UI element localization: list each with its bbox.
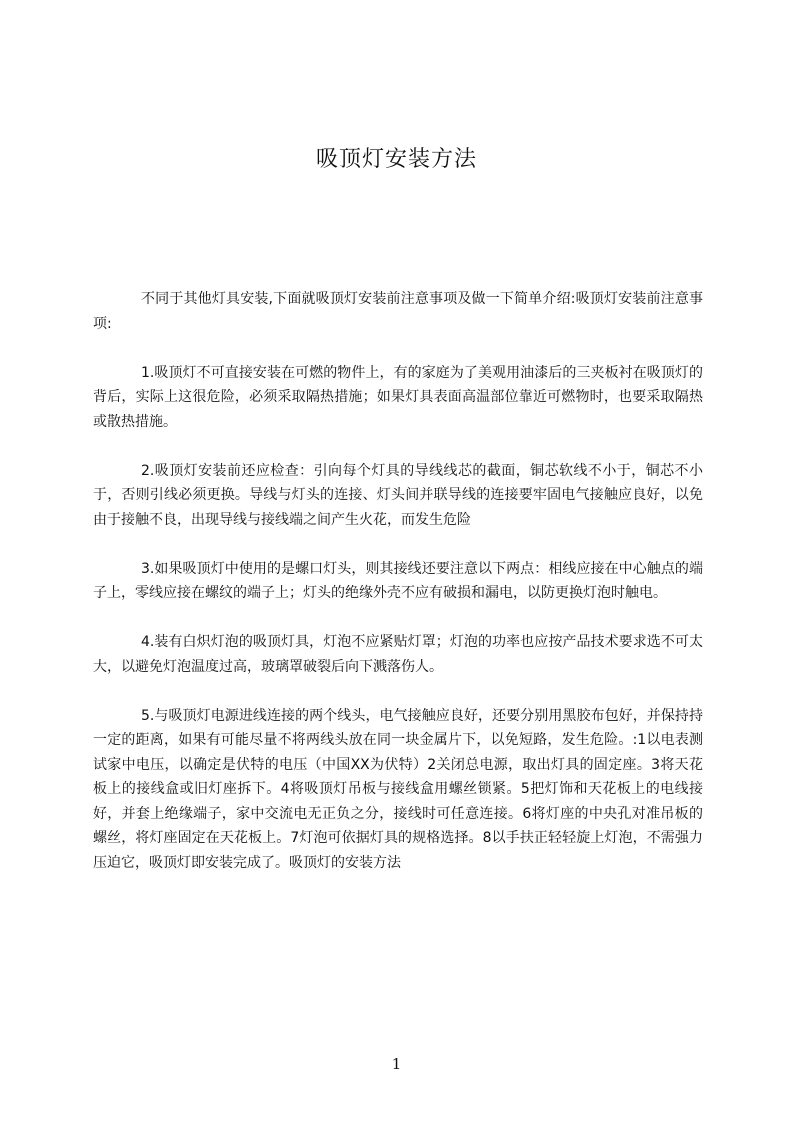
paragraph-intro: 不同于其他灯具安装,下面就吸顶灯安装前注意事项及做一下简单介绍:吸顶灯安装前注意事项: bbox=[93, 291, 703, 332]
document-title: 吸顶灯安装方法 bbox=[315, 147, 477, 172]
paragraph-item-1: 1.吸顶灯不可直接安装在可燃的物件上，有的家庭为了美观用油漆后的三夹板衬在吸顶灯的背后，实际上这很危险，必须采取隔热措施；如果灯具表面高温部位靠近可燃物时，也要采取隔热或散热措施。 bbox=[93, 364, 703, 430]
paragraph-item-3: 3.如果吸顶灯中使用的是螺口灯头，则其接线还要注意以下两点：相线应接在中心触点的端子上，零线应接在螺纹的端子上；灯头的绝缘外壳不应有破损和漏电，以防更换灯泡时触电。 bbox=[93, 560, 703, 601]
paragraph-item-4: 4.装有白炽灯泡的吸顶灯具，灯泡不应紧贴灯罩；灯泡的功率也应按产品技术要求选不可太大，以避免灯泡温度过高，玻璃罩破裂后向下溅落伤人。 bbox=[93, 634, 703, 675]
paragraph-item-5: 5.与吸顶灯电源进线连接的两个线头，电气接触应良好，还要分别用黑胶布包好，并保持持一定的距离，如果有可能尽量不将两线头放在同一块金属片下，以免短路，发生危险。:1以电表测试家中电压，以确定是伏特的电压（中国XX为伏特）2关闭总电源，取出灯具的固定座。3将天花板上的接线盒或旧灯座拆下。4将吸顶灯吊板与接线盒用螺丝锁紧。5把灯饰和天花板上的电线接好，并套上绝缘端子，家中交流电无正负之分，接线时可任意连接。6将灯座的中央孔对准吊板的螺丝，将灯座固定在天花板上。7灯泡可依据灯具的规格选择。8以手扶正轻轻旋上灯泡，不需强力压迫它，吸顶灯即安装完成了。吸顶灯的安装方法 bbox=[93, 707, 703, 871]
paragraph-item-2: 2.吸顶灯安装前还应检查：引向每个灯具的导线线芯的截面，铜芯软线不小于，铜芯不小于，否则引线必须更换。导线与灯头的连接、灯头间并联导线的连接要牢固电气接触应良好，以免由于接触不良，出现导线与接线端之间产生火花，而发生危险 bbox=[93, 462, 703, 528]
document-body bbox=[93, 287, 703, 900]
page-number: 1 bbox=[391, 1055, 402, 1073]
